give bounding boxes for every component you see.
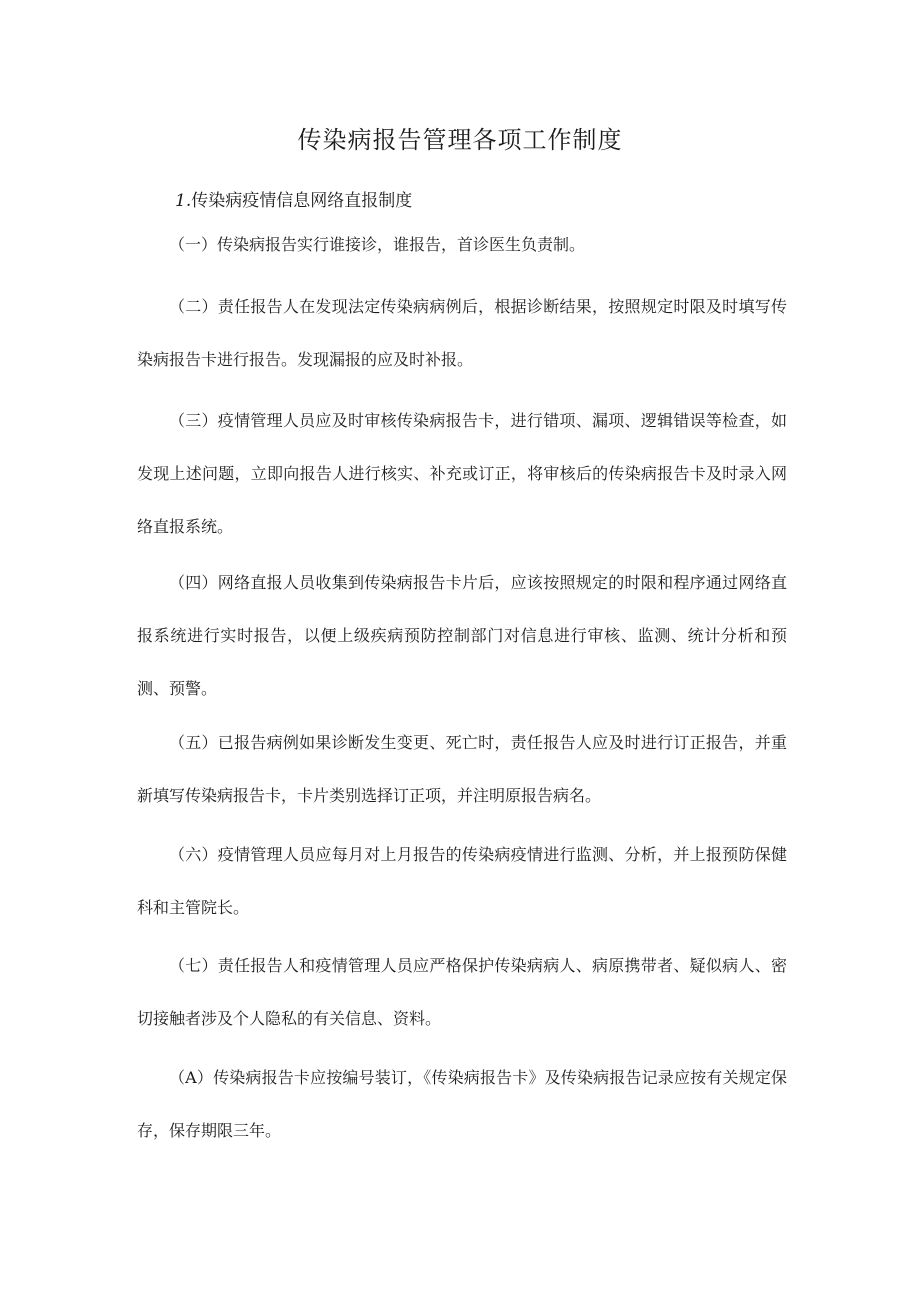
paragraph-4: （四）网络直报人员收集到传染病报告卡片后，应该按照规定的时限和程序通过网络直报系统进行实时报告，以便上级疾病预防控制部门对信息进行审核、监测、统计分析和预测、预警。 xyxy=(137,573,787,698)
section-heading-text: 传染病疫情信息网络直报制度 xyxy=(191,191,413,211)
document-title: 传染病报告管理各项工作制度 xyxy=(297,126,623,154)
paragraph-8: （A）传染病报告卡应按编号装订，《传染病报告卡》及传染病报告记录应按有关规定保存，保存期限三年。 xyxy=(137,1068,787,1140)
paragraph-7: （七）责任报告人和疫情管理人员应严格保护传染病病人、病原携带者、疑似病人、密切接触者涉及个人隐私的有关信息、资料。 xyxy=(137,956,787,1028)
paragraph-3: （三）疫情管理人员应及时审核传染病报告卡，进行错项、漏项、逻辑错误等检查，如发现上述问题，立即向报告人进行核实、补充或订正，将审核后的传染病报告卡及时录入网络直报系统。 xyxy=(137,411,787,536)
paragraph-2: （二）责任报告人在发现法定传染病病例后，根据诊断结果，按照规定时限及时填写传染病报告卡进行报告。发现漏报的应及时补报。 xyxy=(137,297,787,369)
paragraph-5: （五）已报告病例如果诊断发生变更、死亡时，责任报告人应及时进行订正报告，并重新填写传染病报告卡，卡片类别选择订正项，并注明原报告病名。 xyxy=(137,733,787,805)
paragraph-6: （六）疫情管理人员应每月对上月报告的传染病疫情进行监测、分析，并上报预防保健科和主管院长。 xyxy=(137,845,787,917)
section-heading xyxy=(175,186,412,211)
section-number: 1. xyxy=(175,191,192,211)
paragraph-1: （一）传染病报告实行谁接诊，谁报告，首诊医生负责制。 xyxy=(169,235,586,254)
